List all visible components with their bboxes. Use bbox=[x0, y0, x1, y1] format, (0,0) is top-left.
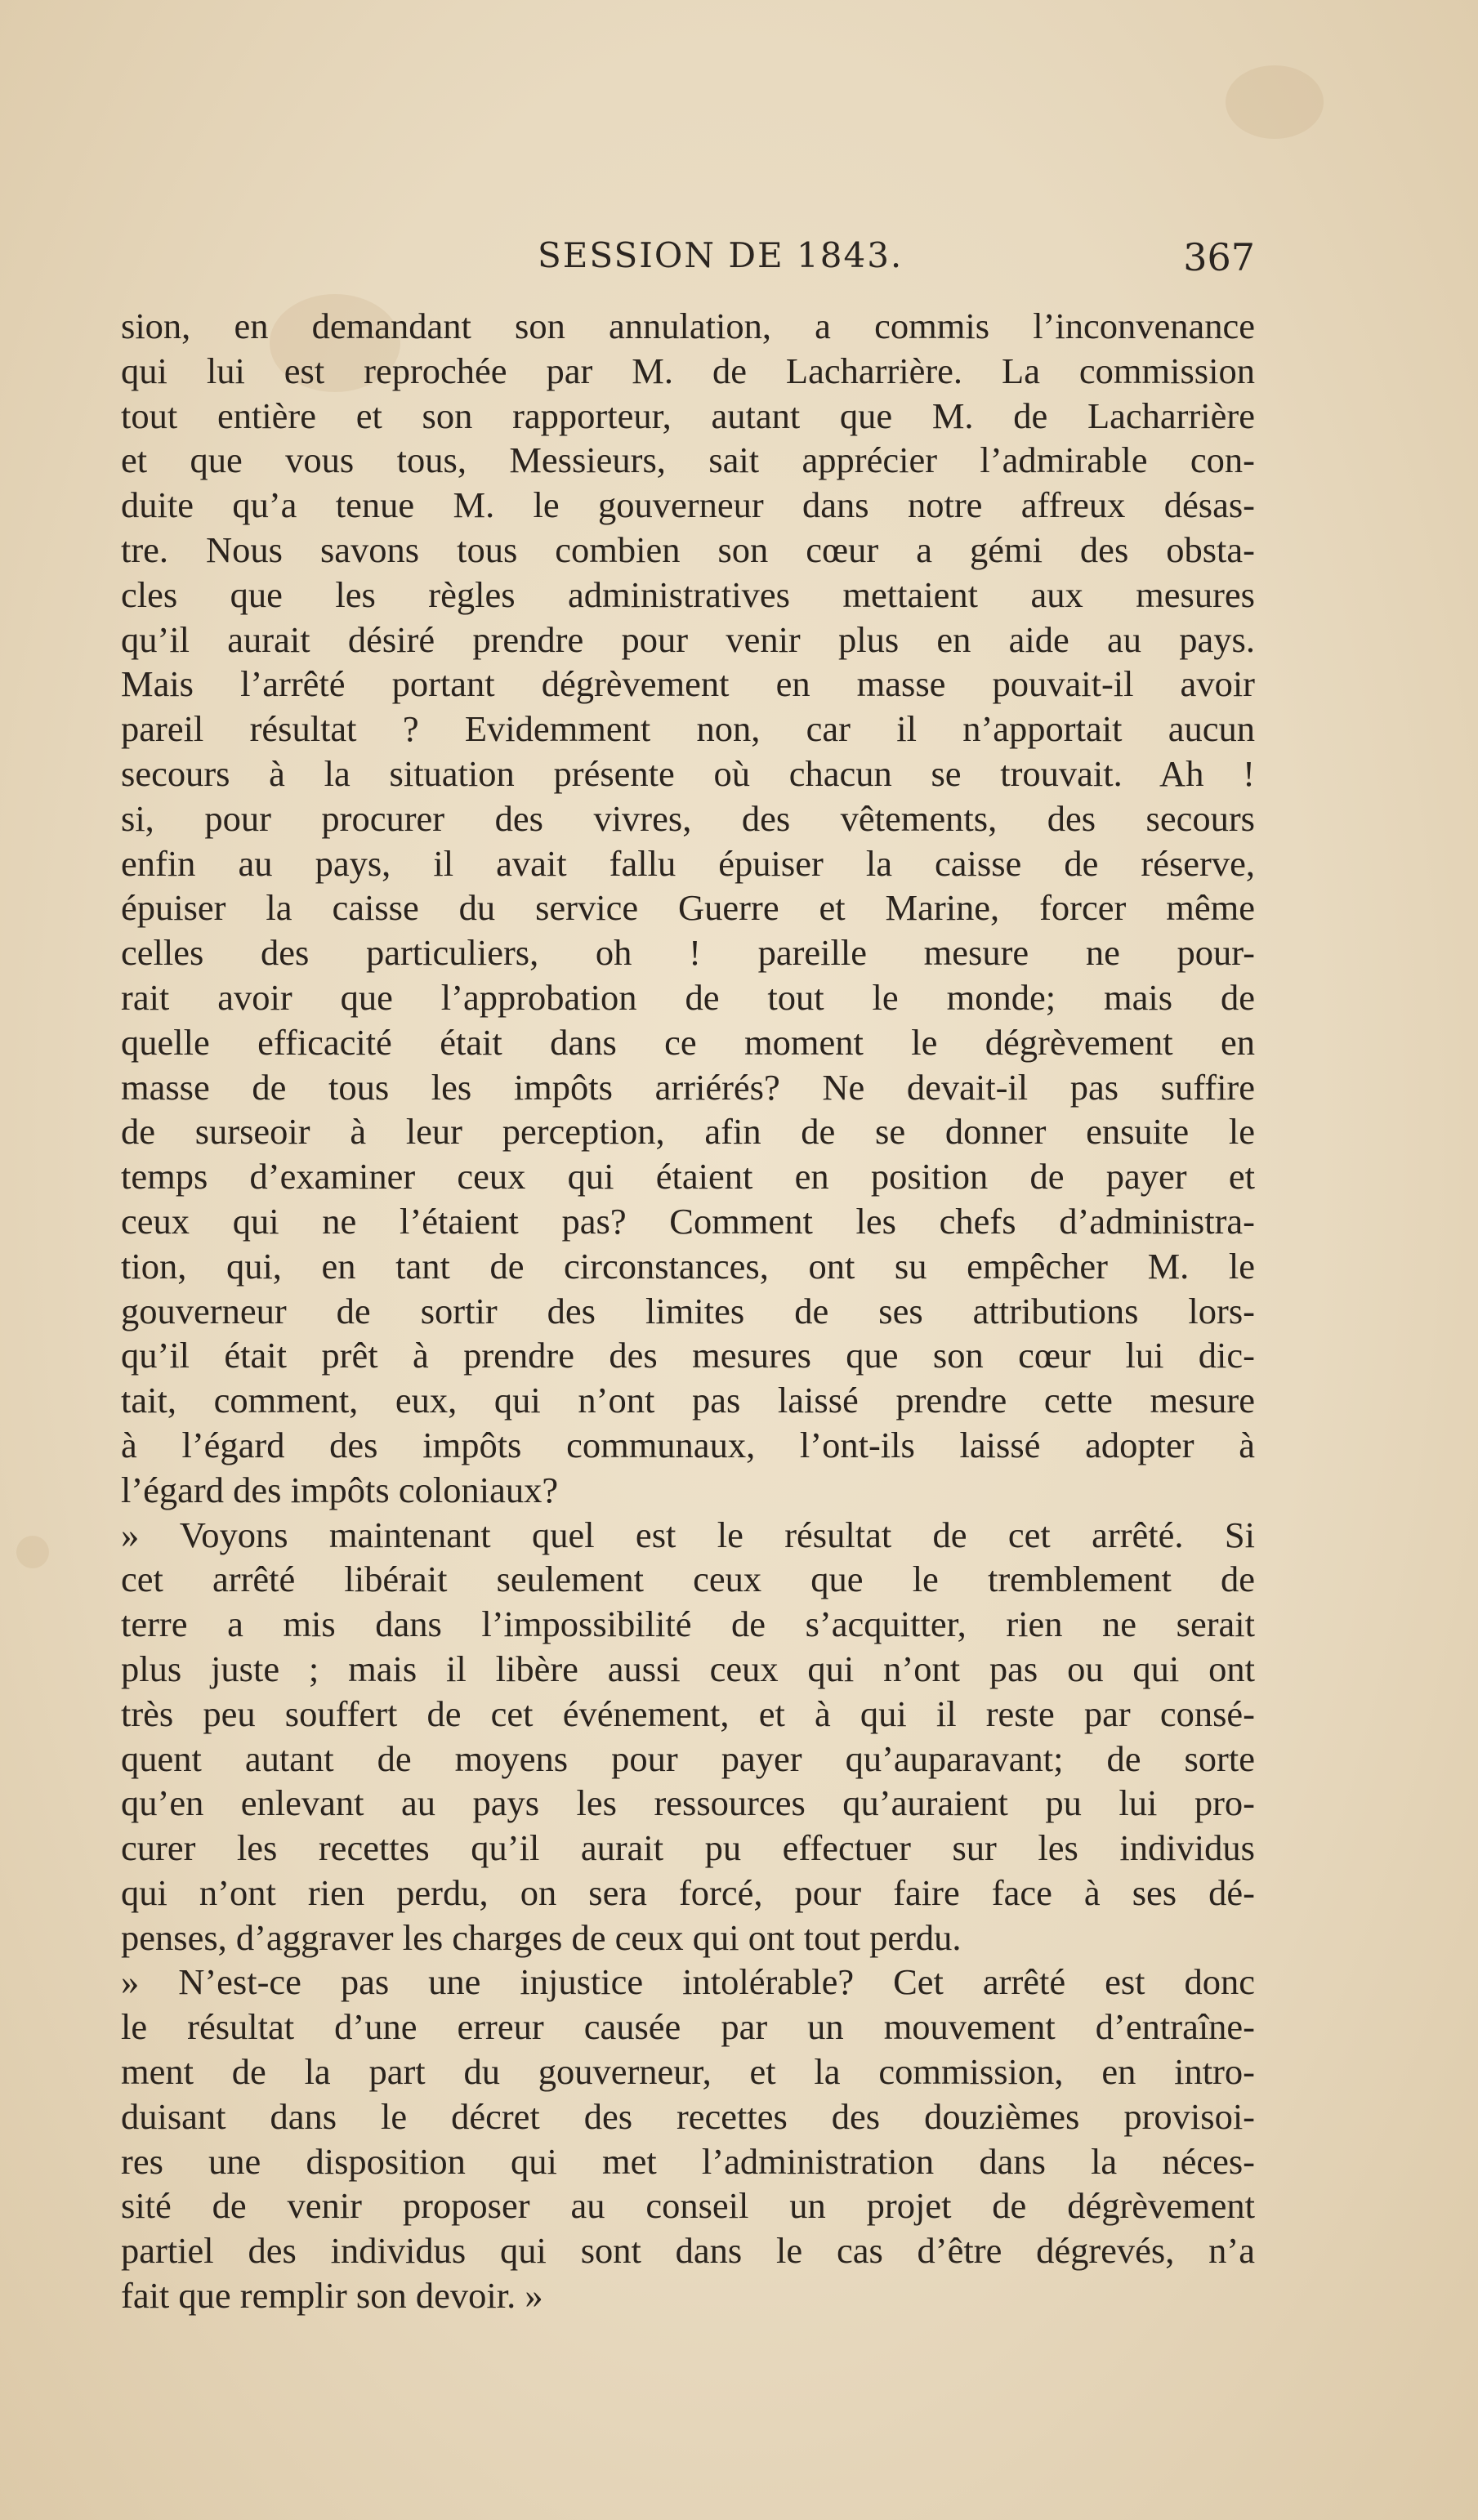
text-line: duite qu’a tenue M. le gouverneur dans notre affreux désas- bbox=[121, 484, 1255, 526]
text-line: secours à la situation présente où chacun se trouvait. Ah ! bbox=[121, 752, 1255, 794]
text-line: curer les recettes qu’il aurait pu effectuer sur les individus bbox=[121, 1827, 1255, 1869]
text-line: fait que remplir son devoir. » bbox=[121, 2275, 543, 2317]
paper-stain bbox=[1226, 65, 1324, 139]
text-line: qui lui est reprochée par M. de Lacharrière. La commission bbox=[121, 350, 1255, 391]
text-line: le résultat d’une erreur causée par un mouvement d’entraîne- bbox=[121, 2006, 1255, 2048]
text-line: duisant dans le décret des recettes des douzièmes provisoi- bbox=[121, 2095, 1255, 2137]
text-line: qu’il aurait désiré prendre pour venir plus en aide au pays. bbox=[121, 618, 1255, 660]
text-line: cet arrêté libérait seulement ceux que le tremblement de bbox=[121, 1559, 1255, 1600]
text-line: masse de tous les impôts arriérés? Ne devait-il pas suffire bbox=[121, 1066, 1255, 1108]
text-line: quent autant de moyens pour payer qu’auparavant; de sorte bbox=[121, 1737, 1255, 1779]
page-number: 367 bbox=[1183, 235, 1255, 279]
page-header bbox=[121, 235, 1255, 284]
text-line: très peu souffert de cet événement, et à qui il reste par consé- bbox=[121, 1693, 1255, 1734]
text-line: gouverneur de sortir des limites de ses attributions lors- bbox=[121, 1290, 1255, 1331]
text-line: cles que les règles administratives mettaient aux mesures bbox=[121, 573, 1255, 615]
text-line: et que vous tous, Messieurs, sait apprécier l’admirable con- bbox=[121, 439, 1255, 481]
text-line: qu’il était prêt à prendre des mesures que son cœur lui dic- bbox=[121, 1335, 1255, 1376]
running-head: SESSION DE 1843. bbox=[538, 235, 904, 275]
text-line: tout entière et son rapporteur, autant que M. de Lacharrière bbox=[121, 395, 1255, 436]
text-line: res une disposition qui met l’administration dans la néces- bbox=[121, 2140, 1255, 2182]
paper-stain bbox=[16, 1536, 49, 1568]
text-line: » N’est-ce pas une injustice intolérable? Cet arrêté est donc bbox=[121, 1961, 1255, 2003]
text-line: l’égard des impôts coloniaux? bbox=[121, 1469, 559, 1510]
text-line: qui n’ont rien perdu, on sera forcé, pour faire face à ses dé- bbox=[121, 1871, 1255, 1913]
text-line: épuiser la caisse du service Guerre et Marine, forcer même bbox=[121, 887, 1255, 929]
text-line: partiel des individus qui sont dans le cas d’être dégrevés, n’a bbox=[121, 2230, 1255, 2272]
text-line: sité de venir proposer au conseil un projet de dégrèvement bbox=[121, 2185, 1255, 2227]
body-text bbox=[121, 304, 1255, 2318]
text-line: tre. Nous savons tous combien son cœur a gémi des obsta- bbox=[121, 529, 1255, 570]
text-line: tait, comment, eux, qui n’ont pas laissé prendre cette mesure bbox=[121, 1380, 1255, 1421]
text-line: ceux qui ne l’étaient pas? Comment les chefs d’administra- bbox=[121, 1200, 1255, 1242]
text-line: plus juste ; mais il libère aussi ceux qui n’ont pas ou qui ont bbox=[121, 1648, 1255, 1689]
text-line: si, pour procurer des vivres, des vêtements, des secours bbox=[121, 797, 1255, 839]
text-line: pareil résultat ? Evidemment non, car il n’apportait aucun bbox=[121, 708, 1255, 750]
text-line: Mais l’arrêté portant dégrèvement en masse pouvait-il avoir bbox=[121, 663, 1255, 705]
text-line: à l’égard des impôts communaux, l’ont-ils laissé adopter à bbox=[121, 1424, 1255, 1465]
text-line: tion, qui, en tant de circonstances, ont su empêcher M. le bbox=[121, 1245, 1255, 1287]
paragraph bbox=[121, 1960, 1255, 2317]
text-line: quelle efficacité était dans ce moment le dégrèvement en bbox=[121, 1021, 1255, 1063]
text-line: rait avoir que l’approbation de tout le monde; mais de bbox=[121, 976, 1255, 1018]
text-line: enfin au pays, il avait fallu épuiser la caisse de réserve, bbox=[121, 842, 1255, 884]
text-line: terre a mis dans l’impossibilité de s’acquitter, rien ne serait bbox=[121, 1603, 1255, 1645]
paragraph bbox=[121, 1513, 1255, 1960]
text-line: temps d’examiner ceux qui étaient en position de payer et bbox=[121, 1156, 1255, 1198]
text-line: » Voyons maintenant quel est le résultat de cet arrêté. Si bbox=[121, 1514, 1255, 1555]
text-line: penses, d’aggraver les charges de ceux qui ont tout perdu. bbox=[121, 1916, 962, 1958]
text-line: de surseoir à leur perception, afin de se donner ensuite le bbox=[121, 1111, 1255, 1153]
paragraph bbox=[121, 304, 1255, 1513]
text-line: qu’en enlevant au pays les ressources qu’auraient pu lui pro- bbox=[121, 1782, 1255, 1824]
text-line: ment de la part du gouverneur, et la commission, en intro- bbox=[121, 2051, 1255, 2093]
text-line: celles des particuliers, oh ! pareille mesure ne pour- bbox=[121, 932, 1255, 974]
text-line: sion, en demandant son annulation, a commis l’inconvenance bbox=[121, 306, 1255, 346]
